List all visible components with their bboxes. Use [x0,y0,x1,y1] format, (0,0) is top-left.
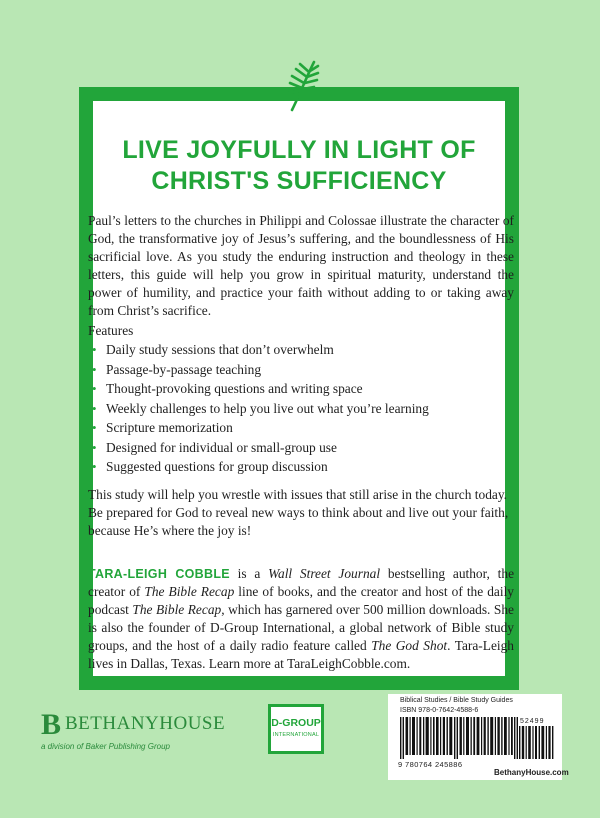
headline-line-2: CHRIST'S SUFFICIENCY [151,167,447,195]
list-item: • Passage-by-passage teaching [92,360,429,380]
bullet-icon: • [92,381,97,396]
bullet-icon: • [92,439,97,455]
bullet-icon: • [92,361,97,377]
d-group-logo [268,704,324,754]
barcode-icon [400,717,518,759]
bullet-icon: • [92,459,97,474]
bullet-icon: • [92,400,97,416]
bethany-house-emblem-icon: B [41,708,62,741]
price-code: 52499 [520,718,545,725]
headline-line-1: LIVE JOYFULLY IN LIGHT OF [122,136,476,164]
publisher-name: BETHANYHOUSE [65,713,226,734]
author-bio: TARA-LEIGH COBBLE is a Wall Street Journal bestselling author, the creator of The Bible Recap line of books, and the creator and host of the daily podcast The Bible Recap, which has garnered over 500 million downloads. She is also the founder of D-Group International, a global network of Bible study groups, and the host of a daily radio feature called The God Shot. Tara-Leigh lives in Dallas, Texas. Learn more at TaraLeighCobble.com. [88,566,515,671]
isbn-label: ISBN 978-0-7642-4588-6 [400,707,479,714]
features-list [92,340,429,477]
category-label: Biblical Studies / Bible Study Guides [400,697,513,704]
list-item: • Thought-provoking questions and writing space [92,379,429,399]
list-item: • Weekly challenges to help you live out what you’re learning [92,399,429,419]
d-group-name: D-GROUP [271,717,321,729]
closing-paragraph: This study will help you wrestle with issues that still arise in the church today. Be prepared for God to reveal new ways to think about and live out your faith, because He’s where the joy is! [88,487,509,538]
intro-paragraph: Paul’s letters to the churches in Philippi and Colossae illustrate the character of God, the transformative joy of Jesus’s suffering, and the boundlessness of His sacrificial love. As you study the enduring instruction and theology in these letters, this guide will help you grow in spiritual maturity, understand the power of humility, and practice your faith without adding to or taking away from Christ’s sacrifice. [88,213,514,318]
headline [93,135,505,197]
bullet-icon: • [92,342,97,357]
list-item: • Daily study sessions that don’t overwhelm [92,340,429,360]
features-heading: Features [88,323,134,338]
list-item: • Suggested questions for group discussion [92,457,429,477]
barcode-digits: 9 780764 245886 [398,760,463,769]
d-group-sub: INTERNATIONAL [272,732,320,738]
publisher-url: BethanyHouse.com [494,768,569,777]
publisher-tagline: a division of Baker Publishing Group [41,742,170,751]
addon-barcode-icon [519,726,555,759]
list-item: • Designed for individual or small-group use [92,438,429,458]
palm-branch-icon [276,56,326,116]
bullet-icon: • [92,420,97,435]
author-name: TARA-LEIGH COBBLE [88,567,230,581]
list-item: • Scripture memorization [92,418,429,438]
bethany-house-logo [41,707,226,753]
